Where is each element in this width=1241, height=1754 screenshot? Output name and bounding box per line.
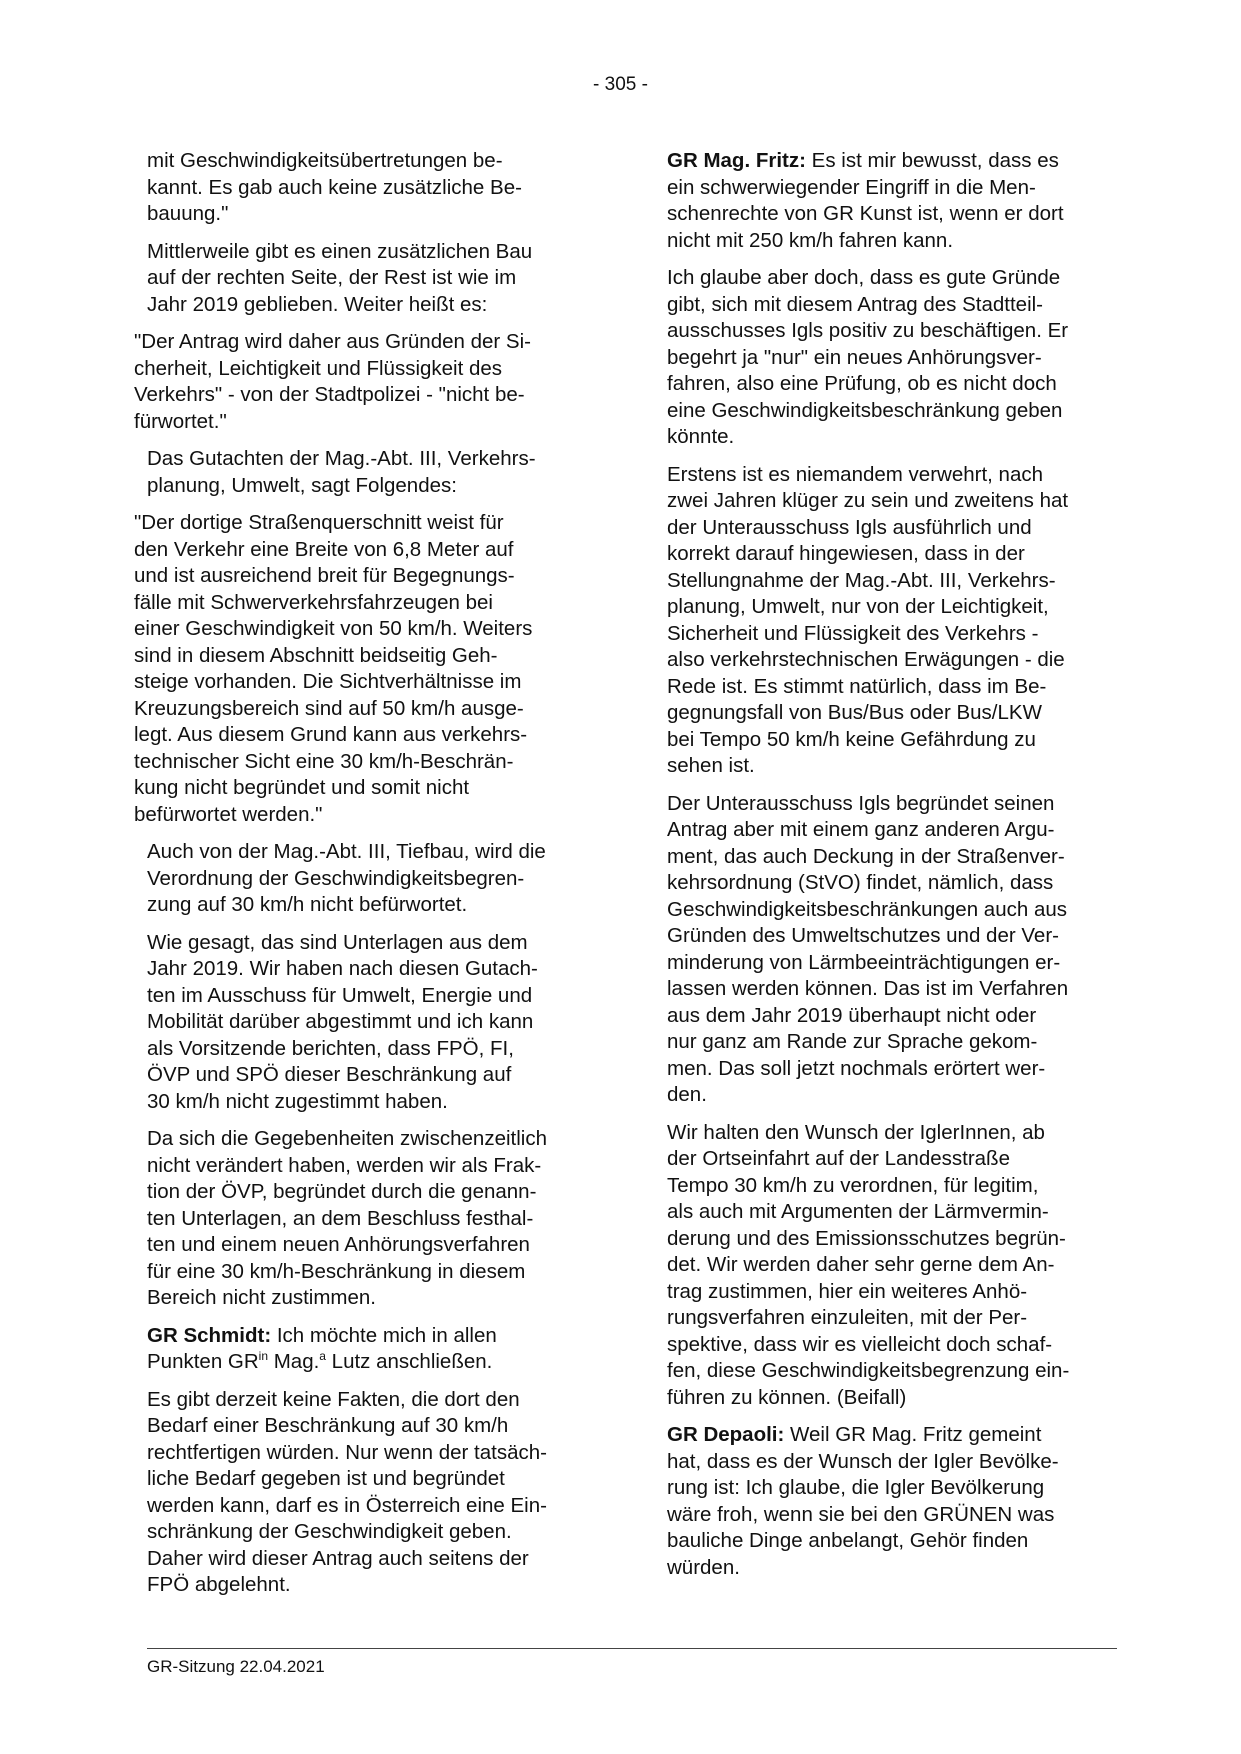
superscript: in (258, 1349, 269, 1364)
paragraph: Es gibt derzeit keine Fakten, die dort den Bedarf einer Beschränkung auf 30 km/h rechtfertigen würden. Nur wenn der tatsäch- liche Bedarf gegeben ist und begründet werden kann, darf es in Österreich eine Ein- schränkung der Geschwindigkeit geben. Daher wird dieser Antrag auch seitens der FPÖ abgelehnt. (147, 1387, 547, 1596)
paragraph: Wir halten den Wunsch der IglerInnen, ab der Ortseinfahrt auf der Landesstraße Tempo 30 km/h zu verordnen, für legitim, als auch mit Argumenten der Lärmvermin- derung und des Emissionsschutzes begrün- det. Wir werden daher sehr gerne dem An- trag zustimmen, hier ein weiteres Anhö- rungsverfahren einzuleiten, mit der Per- spektive, dass wir es vielleicht doch schaf- fen, diese Geschwindigkeitsbegrenzung ein- führen zu können. (Beifall) (667, 1120, 1070, 1409)
paragraph: Das Gutachten der Mag.-Abt. III, Verkehrs- planung, Umwelt, sagt Folgendes: (147, 447, 536, 497)
speaker-paragraph (667, 1422, 1117, 1581)
speech-text: Mag. (268, 1350, 320, 1373)
speech-text: Es ist mir bewusst, dass es ein schwerwiegender Eingriff in die Men- schenrechte von GR Kunst ist, wenn er dort nicht mit 250 km/h fahren kann. (667, 149, 1064, 252)
page-number: - 305 - (593, 74, 648, 95)
speech-text: Weil GR Mag. Fritz gemeint hat, dass es der Wunsch der Igler Bevölke- rung ist: Ich glaube, die Igler Bevölkerung wäre froh, wenn sie bei den GRÜNEN was bauliche Dinge anbelangt, Gehör finden würden. (667, 1423, 1059, 1579)
paragraph: Auch von der Mag.-Abt. III, Tiefbau, wird die Verordnung der Geschwindigkeitsbegren- zung auf 30 km/h nicht befürwortet. (147, 840, 546, 916)
paragraph: Wie gesagt, das sind Unterlagen aus dem Jahr 2019. Wir haben nach diesen Gutach- ten im Ausschuss für Umwelt, Energie und Mobilität darüber abgestimmt und ich kann als Vorsitzende berichten, dass FPÖ, FI, ÖVP und SPÖ dieser Beschränkung auf 30 km/h nicht zugestimmt haben. (147, 930, 538, 1113)
speech-text: Ich möchte mich in allen Punkten GR (147, 1323, 497, 1373)
paragraph: mit Geschwindigkeitsübertretungen be- kannt. Es gab auch keine zusätzliche Be- bauung." (147, 149, 522, 225)
paragraph: Ich glaube aber doch, dass es gute Gründe gibt, sich mit diesem Antrag des Stadtteil- ausschusses Igls positiv zu beschäftigen. Er begehrt ja "nur" ein neues Anhörungsver- fahren, also eine Prüfung, ob es nicht doch eine Geschwindigkeitsbeschränkung geben könnte. (667, 266, 1069, 448)
speaker-name: GR Depaoli: (667, 1423, 785, 1446)
speaker-paragraph (147, 1323, 597, 1376)
paragraph: Der Unterausschuss Igls begründet seinen Antrag aber mit einem ganz anderen Argu- ment, das auch Deckung in der Straßenver- kehrsordnung (StVO) findet, nämlich, dass Geschwindigkeitsbeschränkungen auch aus Gründen des Umweltschutzes und der Ver- minderung von Lärmbeeinträchtigungen er- lassen werden können. Das ist im Verfahren aus dem Jahr 2019 überhaupt nicht oder nur ganz am Rande zur Sprache gekom- men. Das soll jetzt nochmals erörtert wer- den. (667, 791, 1069, 1106)
speech-text: Lutz anschließen. (325, 1350, 493, 1373)
paragraph: Da sich die Gegebenheiten zwischenzeitlich nicht verändert haben, werden wir als Frak- tion der ÖVP, begründet durch die genann- ten Unterlagen, an dem Beschluss festhal- ten und einem neuen Anhörungsverfahren für eine 30 km/h-Beschränkung in diesem Bereich nicht zustimmen. (147, 1127, 547, 1309)
quote-paragraph: "Der Antrag wird daher aus Gründen der Si- cherheit, Leichtigkeit und Flüssigkeit des Verkehrs" - von der Stadtpolizei - "nicht be- fürwortet." (134, 330, 531, 433)
speaker-name: GR Mag. Fritz: (667, 149, 806, 172)
left-column (134, 148, 597, 1610)
superscript: a (319, 1349, 326, 1364)
footer-divider (147, 1648, 1117, 1649)
quote-paragraph: "Der dortige Straßenquerschnitt weist für den Verkehr eine Breite von 6,8 Meter auf und ist ausreichend breit für Begegnungs- fälle mit Schwerverkehrsfahrzeugen bei einer Geschwindigkeit von 50 km/h. Weiters sind in diesem Abschnitt beidseitig Geh- steige vorhanden. Die Sichtverhältnisse im Kreuzungsbereich sind auf 50 km/h ausge- legt. Aus diesem Grund kann aus verkehrs- technischer Sicht eine 30 km/h-Beschrän- kung nicht begründet und somit nicht befürwortet werden." (134, 511, 533, 826)
right-column (667, 148, 1117, 1592)
paragraph: Erstens ist es niemandem verwehrt, nach zwei Jahren klüger zu sein und zweitens hat der Unterausschuss Igls ausführlich und korrekt darauf hingewiesen, dass in der Stellungnahme der Mag.-Abt. III, Verkehrs- planung, Umwelt, nur von der Leichtigkeit, Sicherheit und Flüssigkeit des Verkehrs - also verkehrstechnischen Erwägungen - die Rede ist. Es stimmt natürlich, dass im Be- gegnungsfall von Bus/Bus oder Bus/LKW bei Tempo 50 km/h keine Gefährdung zu sehen ist. (667, 462, 1069, 777)
paragraph: Mittlerweile gibt es einen zusätzlichen Bau auf der rechten Seite, der Rest ist wie im Jahr 2019 geblieben. Weiter heißt es: (147, 239, 533, 316)
speaker-paragraph (667, 148, 1117, 254)
footer-session-date: GR-Sitzung 22.04.2021 (147, 1657, 325, 1676)
speaker-name: GR Schmidt: (147, 1323, 272, 1347)
